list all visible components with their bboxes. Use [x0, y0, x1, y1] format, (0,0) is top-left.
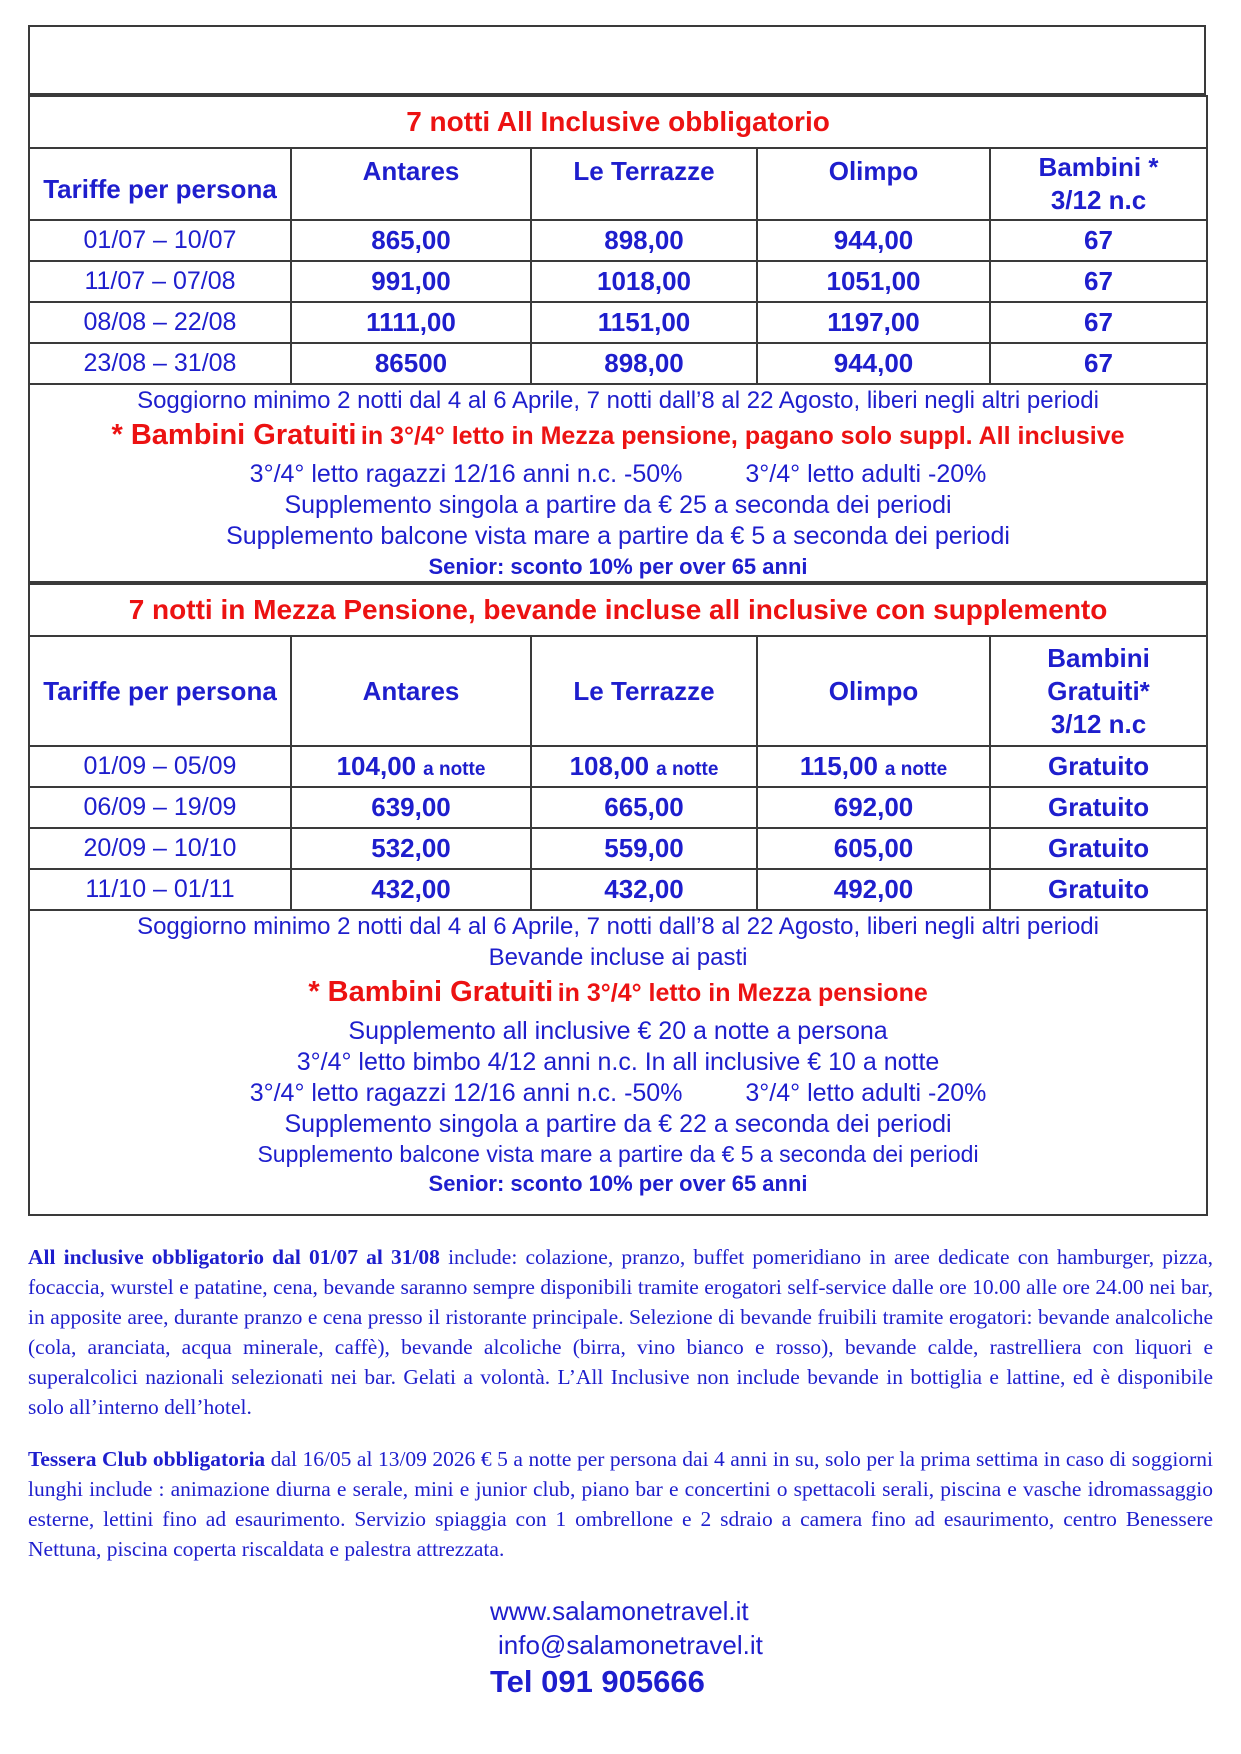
email-address: info@salamonetravel.it: [498, 1630, 763, 1660]
column-header-antares: Antares: [291, 148, 531, 220]
free-children-rest: in 3°/4° letto in Mezza pensione, pagano solo suppl. All inclusive: [360, 422, 1125, 450]
bed-discounts-note: [30, 1078, 1206, 1109]
single-supplement-note: Supplemento singola a partire da € 25 a seconda dei periodi: [284, 491, 952, 519]
table-title-row: [29, 584, 1207, 636]
children-price-cell: 67: [990, 343, 1207, 384]
price-cell-olimpo: [757, 746, 990, 787]
period-cell: 08/08 – 22/08: [29, 302, 291, 343]
price-cell-le-terrazze: [531, 343, 757, 384]
price-cell-olimpo: [757, 261, 990, 302]
period-cell: 23/08 – 31/08: [29, 343, 291, 384]
min-stay-note: Soggiorno minimo 2 notti dal 4 al 6 Aprile, 7 notti dall’8 al 22 Agosto, liberi negli altri periodi: [137, 387, 1099, 414]
phone-number: Tel 091 905666: [490, 1664, 705, 1699]
row-header-label: Tariffe per persona: [29, 636, 291, 746]
bambini-header-line1: Bambini *: [1038, 152, 1159, 182]
price-value: 104,00: [336, 751, 417, 781]
price-cell-antares: [291, 869, 531, 910]
row-header-label: Tariffe per persona: [29, 148, 291, 220]
children-price-cell: Gratuito: [990, 828, 1207, 869]
column-header-bambini: [990, 148, 1207, 220]
tessera-club-description: [28, 1444, 1213, 1564]
notes-cell: [29, 384, 1207, 582]
price-value: 898,00: [604, 225, 684, 255]
header-row: [29, 636, 1207, 746]
price-cell-olimpo: [757, 828, 990, 869]
per-night-suffix: a notte: [656, 759, 719, 780]
price-value: 559,00: [604, 833, 684, 863]
price-value: 991,00: [371, 266, 451, 296]
all-inclusive-description: [28, 1242, 1213, 1422]
children-price-cell: Gratuito: [990, 746, 1207, 787]
table-row: [29, 261, 1207, 302]
balcony-supplement-note: Supplemento balcone vista mare a partire da € 5 a seconda dei periodi: [257, 1141, 979, 1167]
table-title-row: [29, 96, 1207, 148]
price-value: 692,00: [833, 792, 914, 822]
price-value: 432,00: [604, 874, 684, 904]
senior-discount-note: Senior: sconto 10% per over 65 anni: [428, 1171, 808, 1196]
table-title: 7 notti in Mezza Pensione, bevande incluse all inclusive con supplemento: [29, 584, 1207, 636]
price-cell-antares: [291, 343, 531, 384]
children-price-cell: 67: [990, 220, 1207, 261]
price-value: 115,00: [799, 751, 878, 781]
price-value: 898,00: [604, 348, 684, 378]
price-cell-olimpo: [757, 787, 990, 828]
teens-discount-note: 3°/4° letto ragazzi 12/16 anni n.c. -50%: [249, 1079, 683, 1107]
price-value: 944,00: [833, 348, 914, 378]
notes-row: [29, 384, 1207, 582]
period-cell: 11/07 – 07/08: [29, 261, 291, 302]
price-value: 865,00: [371, 225, 451, 255]
footer: [490, 1594, 1241, 1702]
price-cell-olimpo: [757, 343, 990, 384]
column-header-olimpo: Olimpo: [757, 148, 990, 220]
table-row: [29, 343, 1207, 384]
period-cell: 01/07 – 10/07: [29, 220, 291, 261]
balcony-supplement-note: Supplemento balcone vista mare a partire da € 5 a seconda dei periodi: [226, 522, 1010, 550]
price-cell-antares: [291, 828, 531, 869]
bambini-header-line2: 3/12 n.c: [1050, 185, 1147, 215]
price-cell-le-terrazze: [531, 787, 757, 828]
children-price-cell: 67: [990, 302, 1207, 343]
price-cell-le-terrazze: [531, 302, 757, 343]
price-cell-le-terrazze: [531, 869, 757, 910]
bambini-header-line2: Gratuiti*: [1047, 675, 1150, 706]
period-cell: 01/09 – 05/09: [29, 746, 291, 787]
website-url: www.salamonetravel.it: [490, 1596, 749, 1626]
price-value: 1151,00: [597, 307, 691, 337]
price-value: 605,00: [833, 833, 914, 863]
price-cell-antares: [291, 220, 531, 261]
column-header-le-terrazze: Le Terrazze: [531, 636, 757, 746]
senior-discount-note: Senior: sconto 10% per over 65 anni: [428, 554, 808, 579]
children-price-cell: 67: [990, 261, 1207, 302]
price-value: 492,00: [833, 874, 914, 904]
drinks-note: Bevande incluse ai pasti: [488, 944, 748, 971]
header-empty-box: [28, 25, 1206, 95]
period-cell: 11/10 – 01/11: [29, 869, 291, 910]
price-cell-le-terrazze: [531, 220, 757, 261]
column-header-le-terrazze: Le Terrazze: [531, 148, 757, 220]
child-ai-note: 3°/4° letto bimbo 4/12 anni n.c. In all inclusive € 10 a notte: [296, 1048, 940, 1076]
price-cell-antares: [291, 787, 531, 828]
adults-discount-note: 3°/4° letto adulti -20%: [745, 460, 987, 488]
price-value: 1018,00: [597, 266, 691, 296]
price-value: 639,00: [371, 792, 451, 822]
price-value: 1051,00: [826, 266, 921, 296]
adults-discount-note: 3°/4° letto adulti -20%: [745, 1079, 987, 1107]
bambini-header-line1: Bambini: [1047, 642, 1150, 673]
price-cell-olimpo: [757, 302, 990, 343]
free-children-lead: * Bambini Gratuiti: [111, 419, 357, 451]
min-stay-note: Soggiorno minimo 2 notti dal 4 al 6 Aprile, 7 notti dall’8 al 22 Agosto, liberi negli altri periodi: [137, 913, 1099, 940]
price-cell-antares: [291, 746, 531, 787]
children-price-cell: Gratuito: [990, 869, 1207, 910]
tessera-club-description-lead: Tessera Club obbligatoria: [28, 1447, 266, 1471]
table-title: 7 notti All Inclusive obbligatorio: [29, 96, 1207, 148]
column-header-bambini-gratuiti: [990, 636, 1207, 746]
price-cell-le-terrazze: [531, 261, 757, 302]
table-row: [29, 746, 1207, 787]
children-price-cell: Gratuito: [990, 787, 1207, 828]
price-value: 944,00: [833, 225, 914, 255]
price-value: 532,00: [371, 833, 451, 863]
period-cell: 20/09 – 10/10: [29, 828, 291, 869]
notes-row: [29, 910, 1207, 1215]
ai-supplement-note: Supplemento all inclusive € 20 a notte a persona: [348, 1017, 888, 1045]
price-value: 1111,00: [366, 307, 456, 337]
all-inclusive-description-body: include: colazione, pranzo, buffet pomeridiano in aree dedicate con hamburger, pizza, focaccia, wurstel e patatine, cena, bevande saranno sempre disponibili tramite erogatori self-service dalle ore 10.00 alle ore 24.00 nei bar, in apposite aree, durante pranzo e cena presso il ristorante principale. Selezione di bevande fruibili tramite erogatori: bevande analcoliche (cola, aranciata, acqua minerale, caffè), bevande alcoliche (birra, vino bianco e rosso), bevande calde, rastrelliera con liquori e superalcolici nazionali selezionati nei bar. Gelati a volontà. L’All Inclusive non include bevande in bottiglia e lattine, ed è disponibile solo all’interno dell’hotel.: [28, 1245, 1213, 1419]
header-row: [29, 148, 1207, 220]
free-children-lead: * Bambini Gratuiti: [308, 976, 554, 1008]
per-night-suffix: a notte: [884, 759, 948, 780]
tessera-club-description-body: dal 16/05 al 13/09 2026 € 5 a notte per persona dai 4 anni in su, solo per la prima settima in caso di soggiorni lunghi include : animazione diurna e serale, mini e junior club, piano bar e concertini o spettacoli serali, piscina e vasche idromassaggio esterne, lettini fino ad esaurimento. Servizio spiaggia con 1 ombrellone e 2 sdraio a camera fino ad esaurimento, centro Benessere Nettuna, piscina coperta riscaldata e palestra attrezzata.: [28, 1447, 1213, 1561]
column-header-olimpo: Olimpo: [757, 636, 990, 746]
all-inclusive-rates-table: [28, 95, 1208, 583]
price-value: 86500: [374, 348, 448, 378]
table-row: [29, 869, 1207, 910]
period-cell: 06/09 – 19/09: [29, 787, 291, 828]
price-cell-antares: [291, 302, 531, 343]
table-row: [29, 302, 1207, 343]
price-value: 432,00: [371, 874, 451, 904]
price-value: 108,00: [569, 751, 650, 781]
free-children-rest: in 3°/4° letto in Mezza pensione: [557, 979, 928, 1007]
price-cell-olimpo: [757, 220, 990, 261]
half-board-rates-table: [28, 583, 1208, 1216]
table-row: [29, 787, 1207, 828]
free-children-note: [30, 973, 1206, 1016]
price-value: 665,00: [604, 792, 684, 822]
price-value: 1197,00: [827, 307, 920, 337]
column-header-antares: Antares: [291, 636, 531, 746]
per-night-suffix: a notte: [423, 759, 486, 780]
teens-discount-note: 3°/4° letto ragazzi 12/16 anni n.c. -50%: [249, 460, 683, 488]
all-inclusive-description-lead: All inclusive obbligatorio dal 01/07 al 31/08: [28, 1245, 440, 1269]
notes-cell: [29, 910, 1207, 1215]
table-row: [29, 828, 1207, 869]
price-cell-antares: [291, 261, 531, 302]
bambini-header-line3: 3/12 n.c: [1050, 708, 1147, 739]
price-cell-le-terrazze: [531, 828, 757, 869]
price-cell-le-terrazze: [531, 746, 757, 787]
price-cell-olimpo: [757, 869, 990, 910]
bed-discounts-note: [30, 459, 1206, 490]
table-row: [29, 220, 1207, 261]
free-children-note: [30, 416, 1206, 459]
single-supplement-note: Supplemento singola a partire da € 22 a seconda dei periodi: [284, 1110, 952, 1138]
